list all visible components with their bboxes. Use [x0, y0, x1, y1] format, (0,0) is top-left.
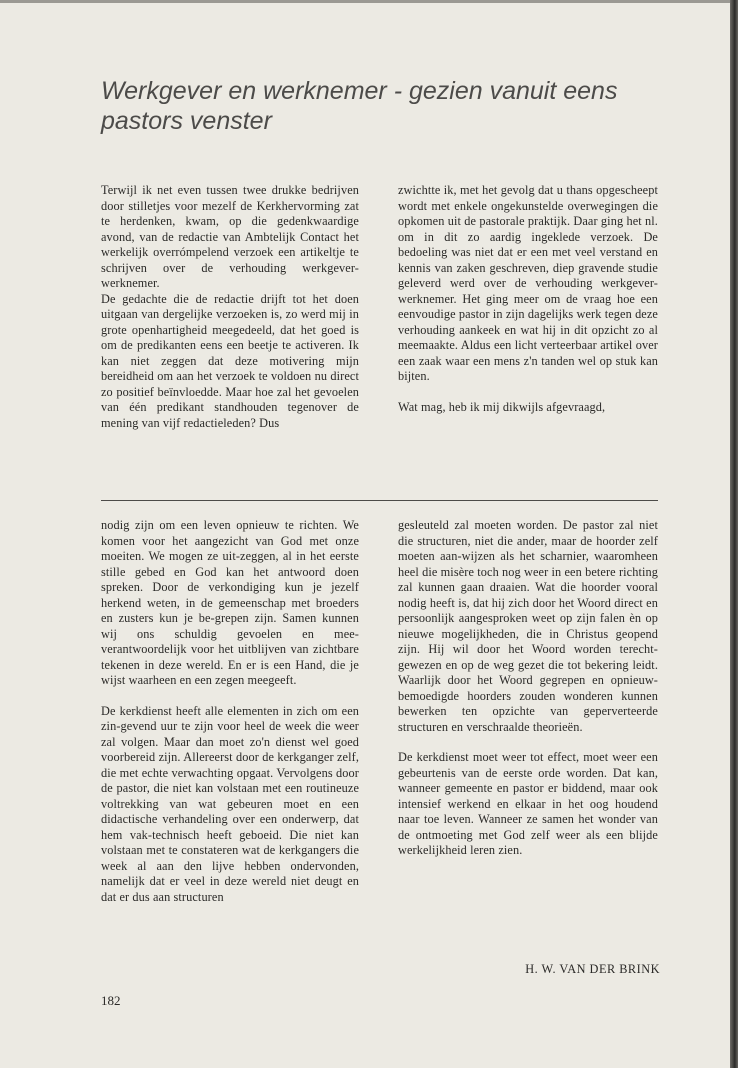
paragraph: De kerkdienst heeft alle elementen in zich om een zin-gevend uur te zijn voor heel de week die weer zal volgen. Maar dan moet zo'n dienst wel goed voorbereid zijn. Allereerst door de kerkganger zelf, die met echte verwachting opgaat. Vervolgens door de pastor, die niet kan volstaan met een routineuze voltrekking van wat gebeuren moet en een didactische verhandeling over een onderwerp, dat hem vak-technisch heeft geboeid. Die niet kan volstaan met te constateren wat de kerkgangers die week al aan den lijve hebben ondervonden, namelijk dat er veel in deze wereld niet deugt en dat er dus aan structuren — [101, 703, 359, 904]
section-divider — [101, 500, 658, 501]
paragraph: De kerkdienst moet weer tot effect, moet weer een gebeurtenis van de eerste orde worden. Dat kan, wanneer gemeente en pastor er biddend, maar ook intensief werkend en elkaar in het oog houdend naar toe leven. Wanneer ze samen het wonder van de ontmoeting met God zelf weer als een blijde werkelijkheid leren zien. — [398, 750, 658, 857]
article-title: Werkgever en werknemer - gezien vanuit eens pastors venster — [101, 77, 618, 135]
page-number: 182 — [101, 993, 121, 1008]
top-right-column — [398, 183, 658, 415]
bottom-left-column — [101, 518, 359, 905]
paragraph: Terwijl ik net even tussen twee drukke bedrijven door stilletjes voor mezelf de Kerkhervorming zat te herdenken, kwam, op die gedenkwaardige avond, van de redactie van Ambtelijk Contact het werkelijk overrómpelend verzoek een artikeltje te schrijven over de verhouding werkgever-werknemer. — [101, 183, 359, 290]
page-binding-edge — [730, 0, 738, 1068]
paragraph: gesleuteld zal moeten worden. De pastor zal niet die structuren, niet die ander, maar de hoorder zelf moeten aan-wijzen als het scharnier, waaromheen heel die misère toch nog weer in een betere richting zal kunnen gaan draaien. Wat die hoorder vooral nodig heeft is, dat hij zich door het Woord direct en persoonlijk aangesproken weet op zijn falen èn op nieuwe mogelijkheden, die in Christus geopend zijn. Hij wil door het Woord worden terecht-gewezen en op de weg gezet die tot bekering leidt. Waarlijk door het Woord gegrepen en opnieuw-bemoedigde hoorders zouden wonderen kunnen bewerken ten opzichte van geperverteerde structuren en verschraalde theorieën. — [398, 518, 658, 734]
page-top-edge — [0, 0, 738, 3]
paragraph: Wat mag, heb ik mij dikwijls afgevraagd, — [398, 399, 606, 414]
paragraph: De gedachte die de redactie drijft tot het doen uitgaan van dergelijke verzoeken is, zo werd mij in grote openhartigheid meegedeeld, dat het goed is om de predikanten eens een beetje te activeren. Ik kan niet zeggen dat deze motivering mijn bereidheid om aan het verzoek te voldoen nu direct zo positief beïnvloedde. Maar hoe zal het gevoelen van één predikant standhouden tegenover de mening van vijf redactieleden? Dus — [101, 291, 359, 430]
bottom-right-column — [398, 518, 658, 859]
paragraph: zwichtte ik, met het gevolg dat u thans opgescheept wordt met enkele ongekunstelde overwegingen die opkomen uit de pastorale praktijk. Daar ging het nl. om in dit zo aardig ingeklede verzoek. De bedoeling was niet dat er een met veel verstand en kennis van zaken geschreven, diep gravende studie geleverd werd over de verhouding werkgever-werknemer. Het ging meer om de vraag hoe een eenvoudige pastor in zijn dagelijks werk tegen deze verhouding aankeek en wat hij in dit opzicht zo al meemaakte. Aldus een licht verteerbaar artikel over een zaak waar een mens z'n tanden wel op stuk kan bijten. — [398, 183, 658, 383]
author-signature: H. W. VAN DER BRINK — [525, 962, 660, 976]
paragraph: nodig zijn om een leven opnieuw te richten. We komen voor het aangezicht van God met onze moeiten. We mogen ze uit-zeggen, al in het eerste stille gebed en God kan het antwoord doen spreken. Door de verkondiging kun je jezelf herkend weten, in de gemeenschap met broeders en zusters kun je be-grepen zijn. Samen kunnen wij ons schuldig gevoelen en mee-verantwoordelijk voor het uitblijven van zichtbare tekenen in deze wereld. En er is een Hand, die je wijst waarheen en een zegen meegeeft. — [101, 518, 359, 687]
top-left-column — [101, 183, 359, 431]
